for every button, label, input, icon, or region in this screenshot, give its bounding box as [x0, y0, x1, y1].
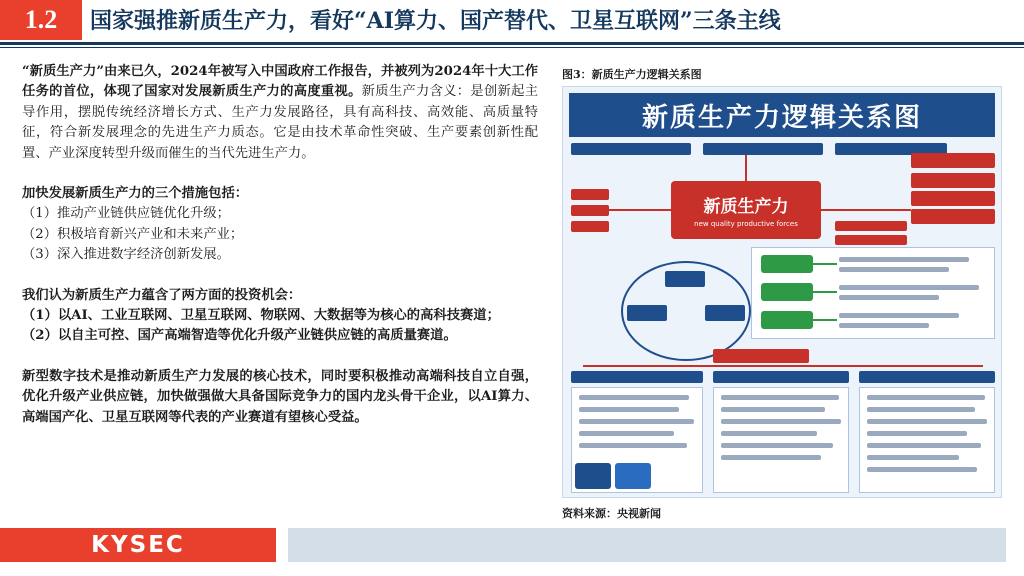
- diagram-green-node: [761, 255, 813, 273]
- opportunity-item: （1）以AI、工业互联网、卫星互联网、物联网、大数据等为核心的高科技赛道；: [22, 308, 500, 324]
- center-subtitle: new quality productive forces: [694, 220, 798, 228]
- measure-item: （2）积极培育新兴产业和未来产业；: [22, 226, 244, 242]
- diagram-text-line: [721, 407, 825, 412]
- diagram-right-box: [911, 173, 995, 188]
- diagram-measures-node: [713, 349, 809, 363]
- diagram-text-line: [579, 407, 679, 412]
- diagram-text-line: [579, 395, 689, 400]
- diagram-right-box: [911, 153, 995, 168]
- diagram-side-box: [571, 205, 609, 216]
- measure-item: （1）推动产业链供应链优化升级；: [22, 206, 230, 222]
- diagram-text-line: [839, 267, 949, 272]
- program-logo: [615, 463, 651, 489]
- intro-bold: “新质生产力”由来已久，2024年被写入中国政府工作报告，并被列为2024年十大工作任务的首位，体现了国家对发展新质生产力的高度重视。: [22, 64, 538, 100]
- diagram-topbar: [703, 143, 823, 155]
- diagram-cycle-node: [665, 271, 705, 287]
- diagram-text-line: [867, 455, 959, 460]
- diagram-text-line: [721, 419, 841, 424]
- diagram-column-header: [859, 371, 995, 383]
- diagram-red-tag: [835, 221, 907, 231]
- slide-title: 国家强推新质生产力，看好“AI算力、国产替代、卫星互联网”三条主线: [90, 8, 781, 34]
- diagram-green-node: [761, 311, 813, 329]
- diagram-text-line: [867, 467, 977, 472]
- cctv-news-logo: [575, 463, 611, 489]
- diagram-cycle-node: [627, 305, 667, 321]
- section-number-badge: 1.2: [0, 0, 82, 40]
- diagram-connector: [813, 263, 837, 265]
- diagram-column-header: [713, 371, 849, 383]
- figure-source: 资料来源：央视新闻: [562, 507, 661, 520]
- diagram-text-line: [579, 443, 687, 448]
- intro-paragraph: [22, 62, 538, 164]
- diagram-green-node: [761, 283, 813, 301]
- kysec-logo: [0, 528, 276, 562]
- diagram-text-line: [867, 443, 981, 448]
- diagram-text-line: [839, 313, 959, 318]
- diagram-red-tag: [835, 235, 907, 245]
- title-rule-thin: [0, 47, 1024, 48]
- diagram-right-box: [911, 209, 995, 224]
- diagram-text-line: [867, 431, 967, 436]
- title-rule-thick: [0, 42, 1024, 45]
- brand-wordmark: KYSEC: [91, 532, 185, 558]
- diagram-topbar: [571, 143, 691, 155]
- measure-item: （3）深入推进数字经济创新发展。: [22, 247, 230, 263]
- diagram-connector: [813, 319, 837, 321]
- diagram-text-line: [867, 395, 985, 400]
- intro-normal: 新质生产力含义：是创新起主导作用，摆脱传统经济增长方式、生产力发展路径，具有高科技、高效能、高质量特征，符合新发展理念的先进生产力质态。它是由技术革命性突破、生产要素创新性配置、产业深度转型升级而催生的当代先进生产力。: [22, 84, 539, 161]
- diagram-text-line: [721, 395, 839, 400]
- diagram-text-line: [839, 323, 929, 328]
- diagram-right-box: [911, 191, 995, 206]
- diagram-text-line: [867, 407, 975, 412]
- diagram-text-line: [839, 257, 969, 262]
- logic-diagram: [562, 86, 1002, 498]
- diagram-text-line: [721, 443, 833, 448]
- center-title: 新质生产力: [703, 197, 789, 217]
- diagram-connector: [813, 291, 837, 293]
- diagram-center-node: [671, 181, 821, 239]
- body-text: [22, 62, 538, 428]
- diagram-side-box: [571, 221, 609, 232]
- diagram-column-panel: [859, 387, 995, 493]
- diagram-column-panel: [713, 387, 849, 493]
- diagram-connector: [583, 365, 983, 367]
- measures-heading: 加快发展新质生产力的三个措施包括：: [22, 186, 249, 202]
- diagram-text-line: [839, 295, 939, 300]
- diagram-text-line: [579, 419, 694, 424]
- diagram-text-line: [721, 431, 817, 436]
- diagram-text-line: [867, 419, 987, 424]
- diagram-banner: 新质生产力逻辑关系图: [569, 93, 995, 137]
- footer-bar: [288, 528, 1006, 562]
- diagram-cycle-node: [705, 305, 745, 321]
- opportunities-heading: 我们认为新质生产力蕴含了两方面的投资机会：: [22, 287, 302, 303]
- diagram-connector: [821, 209, 911, 211]
- diagram-column-header: [571, 371, 703, 383]
- diagram-text-line: [721, 455, 821, 460]
- opportunity-item: （2）以自主可控、国产高端智造等优化升级产业链供应链的高质量赛道。: [22, 328, 457, 344]
- diagram-text-line: [579, 431, 674, 436]
- diagram-side-box: [571, 189, 609, 200]
- diagram-connector: [609, 209, 671, 211]
- diagram-connector: [745, 155, 747, 181]
- diagram-text-line: [839, 285, 979, 290]
- conclusion-paragraph: 新型数字技术是推动新质生产力发展的核心技术，同时要积极推动高端科技自立自强，优化升级产业供应链，加快做强做大具备国际竞争力的国内龙头骨干企业，以AI算力、高端国产化、卫星互联网等代表的产业赛道有望核心受益。: [22, 368, 538, 425]
- figure-label: 图3：新质生产力逻辑关系图: [562, 68, 702, 81]
